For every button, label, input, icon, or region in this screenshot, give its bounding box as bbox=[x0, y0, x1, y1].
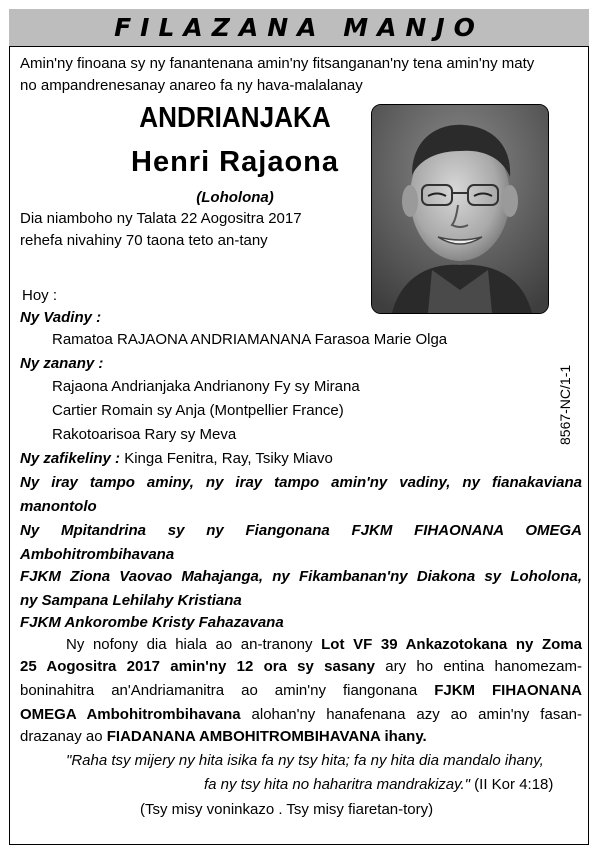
intro-line-2: no ampandrenesanay anareo fa ny hava-malalanay bbox=[20, 77, 363, 94]
funeral-line-4 bbox=[20, 704, 582, 726]
children-label: Ny zanany : bbox=[20, 355, 104, 372]
header-bar bbox=[9, 9, 589, 47]
portrait-photo bbox=[371, 104, 549, 314]
spouse-label: Ny Vadiny : bbox=[20, 309, 102, 326]
church-line-3: FJKM Ziona Vaovao Mahajanga, ny Fikambanan'ny Diakona sy Loholona, bbox=[20, 568, 582, 585]
funeral-datetime: 25 Aogositra 2017 amin'ny 12 ora sy sasany bbox=[20, 658, 376, 675]
funeral-text-3: boninahitra an'Andriamanitra ao amin'ny fiangonana bbox=[20, 682, 435, 699]
church-line-5: FJKM Ankorombe Kristy Fahazavana bbox=[20, 614, 284, 631]
deceased-title: (Loholona) bbox=[196, 189, 274, 206]
spouse-name: Ramatoa RAJAONA ANDRIAMANANA Farasoa Marie Olga bbox=[52, 331, 448, 348]
funeral-line-3 bbox=[20, 680, 582, 702]
funeral-text-1: Ny nofony dia hiala ao an-tranony bbox=[66, 636, 322, 653]
portrait-image bbox=[372, 105, 548, 313]
death-date-line: Dia niamboho ny Talata 22 Aogositra 2017 bbox=[20, 210, 302, 227]
age-line: rehefa nivahiny 70 taona teto an-tany bbox=[20, 232, 268, 249]
verse-line-1: "Raha tsy mijery ny hita isika fa ny tsy hita; fa ny hita dia mandalo ihany, bbox=[66, 752, 544, 769]
deceased-surname: ANDRIANJAKA bbox=[139, 102, 331, 134]
funeral-text-5: drazanay ao bbox=[20, 728, 107, 745]
verse-text-2: fa ny tsy hita no haharitra mandrakizay." bbox=[204, 776, 471, 793]
verse-line-2 bbox=[204, 776, 553, 794]
child-2: Cartier Romain sy Anja (Montpellier France) bbox=[52, 402, 344, 419]
grandchildren-names: Kinga Fenitra, Ray, Tsiky Miavo bbox=[120, 450, 333, 467]
grandchildren-line bbox=[20, 450, 333, 468]
verse-citation: (II Kor 4:18) bbox=[470, 776, 554, 793]
church-line-4: ny Sampana Lehilahy Kristiana bbox=[20, 592, 242, 609]
child-1: Rajaona Andrianjaka Andrianony Fy sy Mirana bbox=[52, 378, 360, 395]
intro-line-1: Amin'ny finoana sy ny fanantenana amin'ny fitsanganan'ny tena amin'ny maty bbox=[20, 55, 535, 72]
hoy-label: Hoy : bbox=[22, 287, 58, 304]
funeral-address: Lot VF 39 Ankazotokana ny Zoma bbox=[321, 636, 583, 653]
relatives-line-2: manontolo bbox=[20, 498, 97, 515]
funeral-text-2: ary ho entina hanomezam- bbox=[375, 658, 582, 675]
church-line-2: Ambohitrombihavana bbox=[20, 546, 175, 563]
notice-title: FILAZANA MANJO bbox=[114, 13, 484, 42]
child-3: Rakotoarisoa Rary sy Meva bbox=[52, 426, 237, 443]
reference-code: 8567-NC/1-1 bbox=[557, 364, 573, 445]
funeral-line-5 bbox=[20, 728, 427, 746]
relatives-line-1: Ny iray tampo aminy, ny iray tampo amin'ny vadiny, ny fianakaviana bbox=[20, 474, 582, 491]
funeral-church: FJKM FIHAONANA bbox=[434, 682, 582, 699]
funeral-burial-place: FIADANANA AMBOHITROMBIHAVANA ihany. bbox=[106, 728, 427, 745]
funeral-line-2 bbox=[20, 656, 582, 678]
grandchildren-label: Ny zafikeliny : bbox=[20, 450, 121, 467]
funeral-line-1 bbox=[66, 634, 582, 656]
funeral-church-place: OMEGA Ambohitrombihavana bbox=[20, 706, 241, 723]
deceased-given-name: Henri Rajaona bbox=[131, 146, 339, 178]
funeral-text-4: alohan'ny hanafenana azy ao amin'ny fasan- bbox=[240, 706, 582, 723]
church-line-1: Ny Mpitandrina sy ny Fiangonana FJKM FIHAONANA OMEGA bbox=[20, 522, 582, 539]
footer-note: (Tsy misy voninkazo . Tsy misy fiaretan-tory) bbox=[140, 801, 434, 818]
